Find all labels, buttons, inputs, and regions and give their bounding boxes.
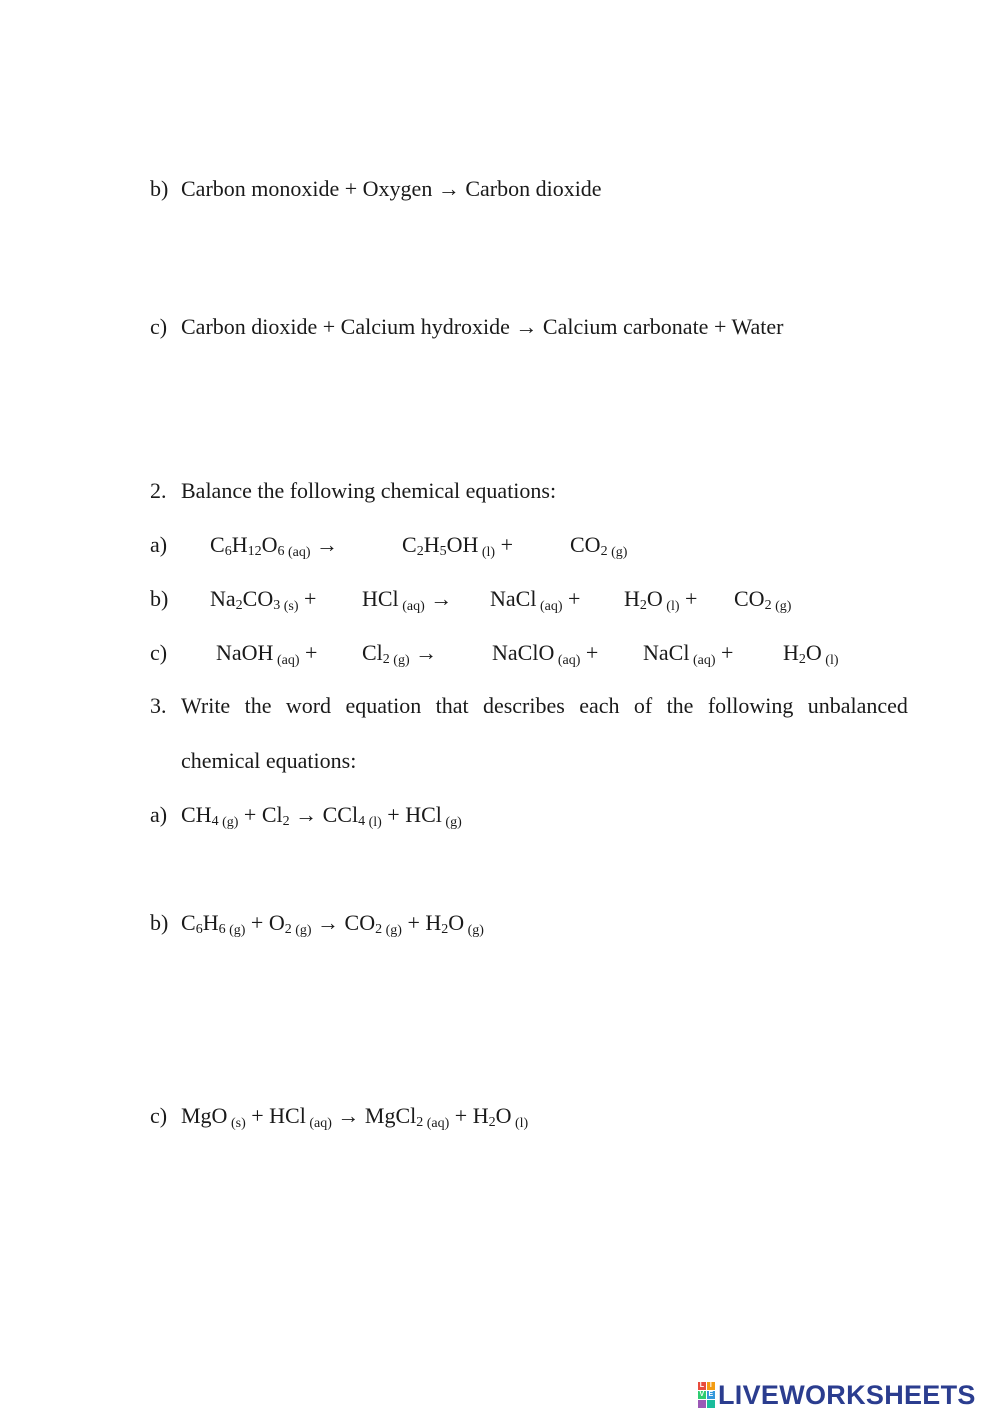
- state-symbol: (g): [607, 545, 628, 560]
- q2-c-term-nacl: [643, 639, 733, 675]
- word: describes: [482, 693, 565, 718]
- logo-tile: [698, 1400, 706, 1408]
- text: CH: [181, 802, 212, 827]
- state-symbol: (s): [227, 1116, 246, 1131]
- text: O: [495, 1103, 512, 1128]
- text: NaCl: [490, 586, 537, 611]
- arrow: →: [310, 532, 339, 557]
- text: Cl: [261, 802, 283, 827]
- q1-item-c: [150, 313, 783, 341]
- state-symbol: (g): [218, 815, 239, 830]
- liveworksheets-logo-icon: [698, 1382, 715, 1408]
- state-symbol: (l): [365, 815, 382, 830]
- subscript: 2: [282, 814, 290, 829]
- state-symbol: (aq): [284, 545, 311, 560]
- text: Cl: [362, 640, 383, 665]
- state-symbol: (l): [511, 1116, 529, 1131]
- q2-prompt: Balance the following chemical equations:: [181, 478, 557, 503]
- q1-b-text: Carbon monoxide + Oxygen → Carbon dioxide: [181, 176, 602, 201]
- text: C: [402, 532, 417, 557]
- logo-tile: L: [699, 1382, 705, 1389]
- q2-equation-c: [150, 639, 870, 667]
- plus: +: [298, 586, 317, 611]
- state-symbol: (aq): [273, 653, 300, 668]
- state-symbol: (g): [291, 923, 312, 938]
- q1-b-label: b): [150, 176, 169, 201]
- q2-c-term-cl2: [362, 639, 437, 675]
- q2-a-label: a): [150, 532, 168, 557]
- arrow: →: [409, 640, 438, 665]
- state-symbol: (g): [382, 923, 402, 938]
- arrow: →: [331, 1103, 365, 1128]
- word: equation: [345, 693, 422, 718]
- subscript: 2: [639, 598, 647, 613]
- q3-prompt-line1: [181, 692, 908, 720]
- q2-a-term-glucose: [210, 531, 338, 567]
- state-symbol: (l): [478, 545, 496, 560]
- subscript: 2: [235, 598, 243, 613]
- q2-heading: [150, 477, 556, 505]
- q3-c-label: c): [150, 1103, 168, 1128]
- q3-number: 3.: [150, 693, 167, 718]
- liveworksheets-watermark: [698, 1380, 976, 1410]
- plus: +: [580, 640, 599, 665]
- q2-b-term-na2co3: [210, 585, 316, 621]
- plus: +: [679, 586, 698, 611]
- subscript: 4: [358, 814, 366, 829]
- subscript: 2: [764, 598, 772, 613]
- watermark-text: LIVEWORKSHEETS: [718, 1379, 976, 1410]
- word: Write: [181, 693, 231, 718]
- logo-tile: E: [708, 1391, 714, 1398]
- word: of: [633, 693, 653, 718]
- q1-c-text: Carbon dioxide + Calcium hydroxide → Calcium carbonate + Water: [181, 314, 784, 339]
- text: NaOH: [216, 640, 274, 665]
- q3-a-label: a): [150, 802, 168, 827]
- word: unbalanced: [807, 693, 908, 718]
- text: HCl: [362, 586, 399, 611]
- subscript: 2: [488, 1115, 496, 1130]
- arrow: →: [424, 586, 453, 611]
- subscript: 2: [382, 652, 390, 667]
- logo-tile: [707, 1400, 715, 1408]
- text: H: [624, 586, 640, 611]
- q2-b-label: b): [150, 586, 169, 611]
- plus: +: [381, 802, 406, 827]
- subscript: 6: [224, 544, 232, 559]
- text: HCl: [405, 802, 442, 827]
- text: CO: [570, 532, 601, 557]
- q2-b-term-nacl: [490, 585, 580, 621]
- text: O: [261, 532, 278, 557]
- state-symbol: (g): [771, 599, 792, 614]
- text: H: [423, 532, 440, 557]
- state-symbol: (aq): [305, 1116, 332, 1131]
- plus: +: [495, 532, 513, 557]
- state-symbol: (l): [662, 599, 680, 614]
- text: MgCl: [364, 1103, 417, 1128]
- subscript: 2: [416, 544, 424, 559]
- text: O: [268, 910, 285, 935]
- arrow: →: [289, 802, 323, 827]
- subscript: 6: [277, 544, 285, 559]
- subscript: 4: [211, 814, 219, 829]
- text: O: [805, 640, 822, 665]
- word: the: [666, 693, 694, 718]
- q3-heading: [150, 692, 908, 720]
- word: word: [285, 693, 332, 718]
- plus: +: [715, 640, 734, 665]
- word: following: [707, 693, 794, 718]
- q2-a-term-co2: [570, 531, 627, 567]
- q2-a-term-ethanol: [402, 531, 513, 567]
- q3-b-label: b): [150, 910, 169, 935]
- q2-c-label: c): [150, 640, 168, 665]
- q2-b-term-co2: [734, 585, 791, 621]
- subscript: 5: [439, 544, 447, 559]
- text: MgO: [181, 1103, 228, 1128]
- subscript: 2: [284, 922, 292, 937]
- q3-prompt-continued: chemical equations:: [181, 748, 357, 773]
- q2-b-term-h2o: [624, 585, 697, 621]
- text: C: [210, 532, 225, 557]
- logo-tile: V: [699, 1391, 705, 1398]
- subscript: 2: [600, 544, 608, 559]
- text: NaCl: [643, 640, 690, 665]
- plus: +: [245, 1103, 270, 1128]
- logo-tile: I: [707, 1382, 715, 1390]
- q2-number: 2.: [150, 478, 167, 503]
- state-symbol: (g): [389, 653, 410, 668]
- subscript: 2: [416, 1115, 424, 1130]
- q1-c-label: c): [150, 314, 168, 339]
- subscript: 2: [441, 922, 449, 937]
- word: the: [244, 693, 272, 718]
- text: CO: [734, 586, 765, 611]
- plus: +: [245, 910, 269, 935]
- text: H: [472, 1103, 489, 1128]
- text: H: [425, 910, 442, 935]
- plus: +: [401, 910, 426, 935]
- state-symbol: (g): [464, 923, 484, 938]
- state-symbol: (l): [821, 653, 839, 668]
- plus: +: [299, 640, 318, 665]
- q2-c-term-naoh: [216, 639, 317, 675]
- text: CO: [242, 586, 274, 611]
- text: CCl: [322, 802, 359, 827]
- text: CO: [344, 910, 376, 935]
- q2-c-term-h2o: [783, 639, 839, 675]
- q2-equation-b: [150, 585, 850, 613]
- plus: +: [449, 1103, 473, 1128]
- q3-equation-a: [150, 801, 462, 837]
- q2-equation-a: [150, 531, 850, 559]
- state-symbol: (aq): [423, 1116, 450, 1131]
- q2-b-term-hcl: [362, 585, 452, 621]
- q3-prompt-line2: [181, 747, 356, 775]
- q2-c-term-naclo: [492, 639, 598, 675]
- text: NaClO: [492, 640, 555, 665]
- text: O: [646, 586, 663, 611]
- subscript: 2: [375, 922, 383, 937]
- state-symbol: (s): [280, 599, 299, 614]
- state-symbol: (aq): [554, 653, 581, 668]
- state-symbol: (g): [441, 815, 462, 830]
- plus: +: [562, 586, 581, 611]
- q3-equation-b: [150, 909, 484, 945]
- text: H: [783, 640, 799, 665]
- q3-equation-c: [150, 1102, 528, 1138]
- text: H: [231, 532, 248, 557]
- q1-item-b: [150, 175, 602, 203]
- subscript: 6: [195, 922, 203, 937]
- arrow: →: [311, 910, 345, 935]
- word: each: [579, 693, 620, 718]
- word: that: [435, 693, 469, 718]
- plus: +: [238, 802, 262, 827]
- text: OH: [446, 532, 479, 557]
- state-symbol: (aq): [398, 599, 425, 614]
- state-symbol: (aq): [536, 599, 563, 614]
- text: H: [202, 910, 219, 935]
- state-symbol: (aq): [689, 653, 716, 668]
- subscript: 6: [218, 922, 226, 937]
- state-symbol: (g): [225, 923, 246, 938]
- text: C: [181, 910, 196, 935]
- text: HCl: [269, 1103, 306, 1128]
- text: O: [448, 910, 465, 935]
- text: Na: [210, 586, 236, 611]
- subscript: 2: [798, 652, 806, 667]
- subscript: 12: [247, 544, 262, 559]
- subscript: 3: [273, 598, 281, 613]
